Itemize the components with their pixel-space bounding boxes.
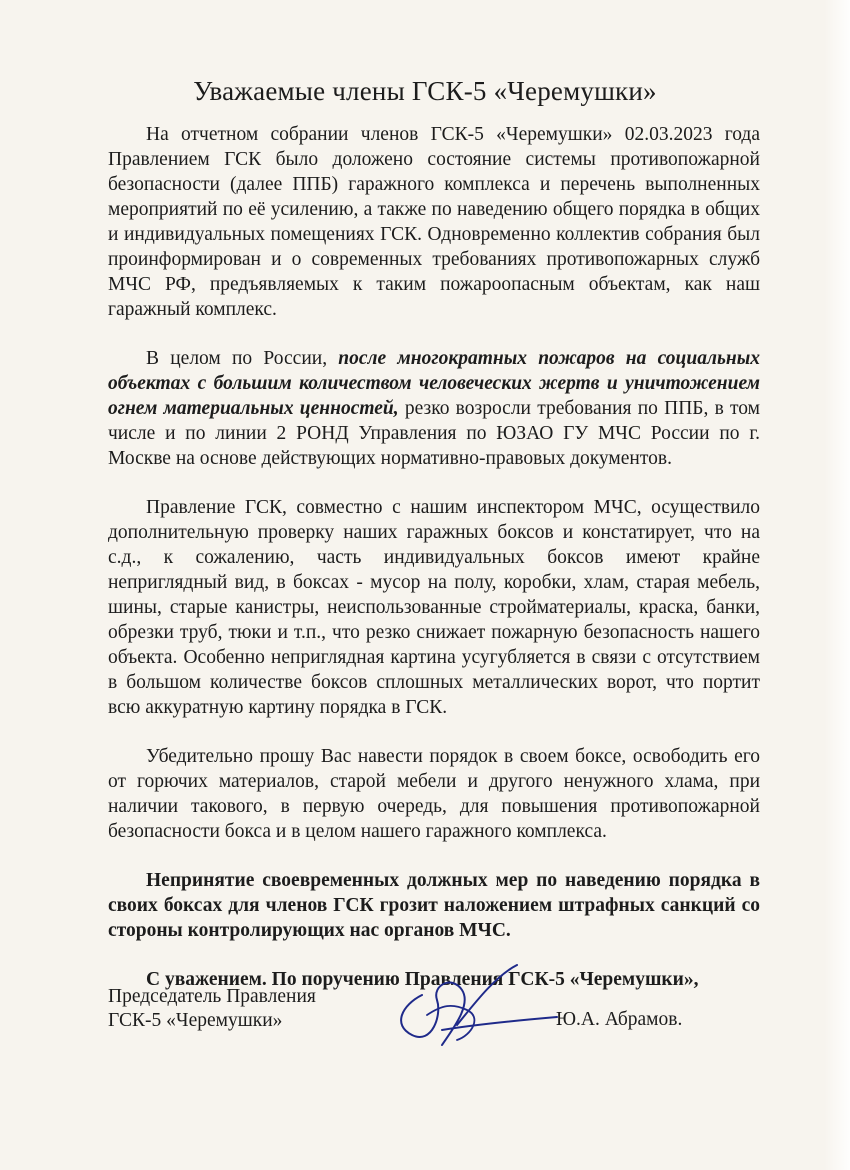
document-title: Уважаемые члены ГСК-5 «Черемушки» <box>193 76 657 106</box>
handwritten-signature <box>382 955 562 1065</box>
paragraph-2-start: В целом по России, <box>146 348 339 369</box>
regards-line: С уважением. По поручению Правления ГСК-5 «Черемушки», <box>146 969 699 990</box>
paragraph-2-emphasis: после многократных пожаров на социальных объектах с большим количеством человеческих жертв и уничтожением огнем материальных ценностей, <box>108 348 760 419</box>
paragraph-2 <box>108 346 760 471</box>
paragraph-3: Правление ГСК, совместно с нашим инспектором МЧС, осуществило дополнительную проверку наших гаражных боксов и констатирует, что на с.д., к сожалению, часть индивидуальных боксов имеют крайне неприглядный вид, в боксах - мусор на полу, коробки, хлам, старая мебель, шины, старые канистры, неиспользованные стройматериалы, краска, банки, обрезки труб, тюки и т.п., что резко снижает пожарную безопасность нашего объекта. Особенно неприглядная картина усугубляется в связи с отсутствием в большом количестве боксов сплошных металлических ворот, что портит всю аккуратную картину порядка в ГСК. <box>108 497 760 718</box>
paragraph-1: На отчетном собрании членов ГСК-5 «Черемушки» 02.03.2023 года Правлением ГСК было доложено состояние системы противопожарной безопасности (далее ППБ) гаражного комплекса и перечень выполненных мероприятий по её усилению, а также по наведению общего порядка в общих и индивидуальных помещениях ГСК. Одновременно коллектив собрания был проинформирован и о современных требованиях противопожарных служб МЧС РФ, предъявляемых к таким пожароопасным объектам, как наш гаражный комплекс. <box>108 124 760 320</box>
paragraph-5-warning: Непринятие своевременных должных мер по наведению порядка в своих боксах для членов ГСК грозит наложением штрафных санкций со стороны контролирующих нас органов МЧС. <box>108 870 760 941</box>
signer-title-line-1: Председатель Правления <box>108 986 316 1007</box>
paragraph-4: Убедительно прошу Вас навести порядок в своем боксе, освободить его от горючих материалов, старой мебели и другого ненужного хлама, при наличии такового, в первую очередь, для повышения противопожарной безопасности бокса и в целом нашего гаражного комплекса. <box>108 746 760 842</box>
signer-title <box>108 985 316 1033</box>
signer-title-line-2: ГСК-5 «Черемушки» <box>108 1010 283 1031</box>
paragraph-2-end: резко возросли требования по ППБ, в том числе и по линии 2 РОНД Управления по ЮЗАО ГУ МЧС России по г. Москве на основе действующих нормативно-правовых документов. <box>108 398 760 469</box>
signer-name: Ю.А. Абрамов. <box>556 1009 683 1030</box>
document-body <box>108 122 760 992</box>
